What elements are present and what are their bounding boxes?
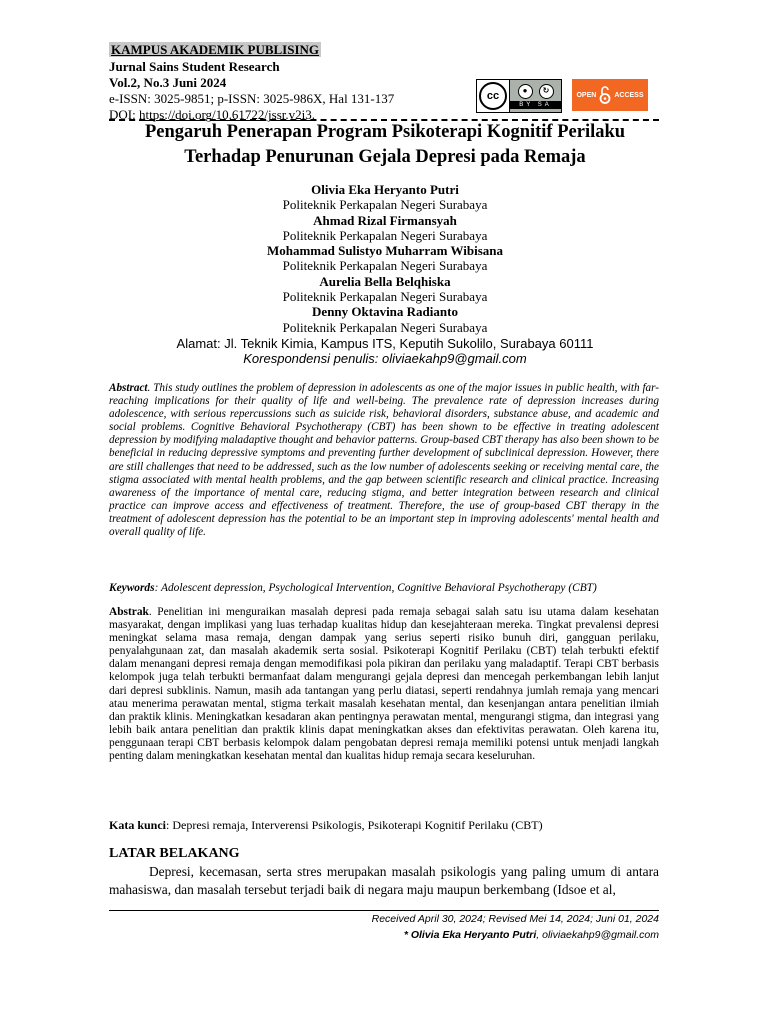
journal-name: Jurnal Sains Student Research <box>109 59 280 74</box>
author-affiliation: Politeknik Perkapalan Negeri Surabaya <box>282 289 488 305</box>
doi-link[interactable]: https://doi.org/10.61722/jssr.v2i3. <box>138 107 315 122</box>
abstract-label: Abstract <box>109 382 148 394</box>
section-heading: LATAR BELAKANG <box>109 846 240 861</box>
author-name: Mohammad Sulistyo Muharram Wibisana <box>266 243 504 259</box>
issn-line: e-ISSN: 3025-9851; p-ISSN: 3025-986X, Hal 131-137 <box>109 91 395 106</box>
author-name: Denny Oktavina Radianto <box>312 304 458 320</box>
cc-by-sa-icons <box>509 80 561 112</box>
correspondence-email: Korespondensi penulis: oliviaekahp9@gmail.com <box>243 351 527 366</box>
cc-license-badge[interactable] <box>476 79 562 113</box>
abstrak-text: . Penelitian ini menguraikan masalah depresi pada remaja sebagai salah satu isu utama dalam kesehatan masyarakat, dengan implikasi yang luas terhadap kualitas hidup dan kesejahteraan mereka. Tingkat prevalensi depresi meningkat selama masa remaja, dengan dampak yang serius seperti risiko bunuh diri, gangguan perilaku, penyalahgunaan zat, dan masalah akademik serta sosial. Psikoterapi Kognitif Perilaku (CBT) telah terbukti efektif dalam menangani depresi remaja dengan memodifikasi pola pikiran dan perilaku yang maladaptif. Terapi CBT berbasis kelompok juga telah terbukti bermanfaat dalam mengurangi gejala depresi dan mencegah perkembangan lebih lanjut dari depresi subklinis. Namun, masih ada tantangan yang perlu diatasi, seperti rendahnya jumlah remaja yang mencari atau menerima perawatan mental, stigma terkait masalah kesehatan mental, dan kesenjangan antara penelitian ilmiah dan praktik klinis. Meningkatkan kesadaran akan pentingnya perawatan mental, mengurangi stigma, dan integrasi yang lebih baik antara penelitian dan praktik klinis dapat meningkatkan akses dan efektivitas perawatan. Oleh karena itu, penggunaan terapi CBT berbasis kelompok dalam pengobatan depresi remaja memiliki potensi untuk menjadi langkah penting dalam meningkatkan kesehatan mental dan kualitas hidup remaja secara keseluruhan. <box>109 606 659 763</box>
author-list <box>150 182 620 335</box>
cc-sa-share-icon: ↻ <box>539 84 554 99</box>
section-body-text: Depresi, kecemasan, serta stres merupakan masalah psikologis yang paling umum di antara mahasiswa, dan masalah tersebut terjadi baik di negara maju maupun berkembang (Idsoe et al, <box>109 864 659 897</box>
cc-logo-icon: cc <box>477 80 509 112</box>
oa-access-label: ACCESS <box>614 91 644 99</box>
abstrak-label: Abstrak <box>109 606 149 618</box>
title-line-2: Terhadap Penurunan Gejala Depresi pada Remaja <box>184 147 586 167</box>
author-name: Olivia Eka Heryanto Putri <box>311 182 459 197</box>
keywords-indonesian <box>109 818 659 832</box>
cc-by-person-icon: ● <box>518 84 533 99</box>
cc-labels: BY SA <box>510 101 561 109</box>
abstract-text: . This study outlines the problem of depression in adolescents as one of the major issues in public health, with far-reaching implications for their quality of life and well-being. The prevalence rate of depression increases during adolescence, with serious repercussions such as suicide risk, behavioral disorders, substance abuse, and academic and social problems. Cognitive Behavioral Psychotherapy (CBT) has been shown to be effective in treating adolescent depression by modifying maladaptive thought and behavior patterns. Group-based CBT therapy has also been shown to be beneficial in reducing depressive symptoms and preventing further development of subclinical depression. However, there are still challenges that need to be addressed, such as the low number of adolescents seeking or receiving mental care, the stigma associated with mental health problems, and the gap between scientific research and clinical practice. Increasing awareness of the importance of mental care, reducing stigma, and better integration between research and clinical practice can improve access and effectiveness of treatment. Therefore, the use of group-based CBT therapy in the treatment of adolescent depression has the potential to be an important step in improving adolescents' mental health and overall quality of life. <box>109 382 659 539</box>
author-affiliation: Politeknik Perkapalan Negeri Surabaya <box>282 258 488 274</box>
paper-title <box>90 120 680 170</box>
kata-kunci-label: Kata kunci <box>109 818 167 832</box>
author-affiliation: Politeknik Perkapalan Negeri Surabaya <box>282 197 488 213</box>
keywords-english <box>109 581 659 595</box>
oa-open-label: OPEN <box>576 91 597 99</box>
keywords-text: : Adolescent depression, Psychological Intervention, Cognitive Behavioral Psychotherapy (CBT) <box>154 582 597 594</box>
publisher-name: KAMPUS AKADEMIK PUBLISING <box>111 42 320 57</box>
received-dates: Received April 30, 2024; Revised Mei 14, 2024; Juni 01, 2024 <box>371 913 659 925</box>
author-address: Alamat: Jl. Teknik Kimia, Kampus ITS, Keputih Sukolilo, Surabaya 60111 <box>176 336 594 351</box>
abstract-indonesian <box>109 606 659 763</box>
author-affiliation: Politeknik Perkapalan Negeri Surabaya <box>282 319 488 335</box>
footer-author-email: , oliviaekahp9@gmail.com <box>536 929 659 941</box>
title-line-1: Pengaruh Penerapan Program Psikoterapi Kognitif Perilaku <box>144 122 626 142</box>
open-access-badge[interactable] <box>572 79 648 111</box>
footer-rule <box>109 910 659 911</box>
doi-prefix: DOI: <box>109 107 139 122</box>
kata-kunci-text: : Depresi remaja, Interverensi Psikologis, Psikoterapi Kognitif Perilaku (CBT) <box>166 818 543 832</box>
volume-issue: Vol.2, No.3 Juni 2024 <box>109 75 227 90</box>
footer-author <box>109 929 659 942</box>
author-name: Ahmad Rizal Firmansyah <box>313 212 457 228</box>
author-name: Aurelia Bella Belqhiska <box>319 273 451 289</box>
author-affiliation: Politeknik Perkapalan Negeri Surabaya <box>282 227 488 243</box>
open-lock-icon <box>599 85 611 105</box>
keywords-label: Keywords <box>109 582 155 594</box>
abstract-english <box>109 382 659 539</box>
footer-author-name: * Olivia Eka Heryanto Putri <box>403 929 537 941</box>
